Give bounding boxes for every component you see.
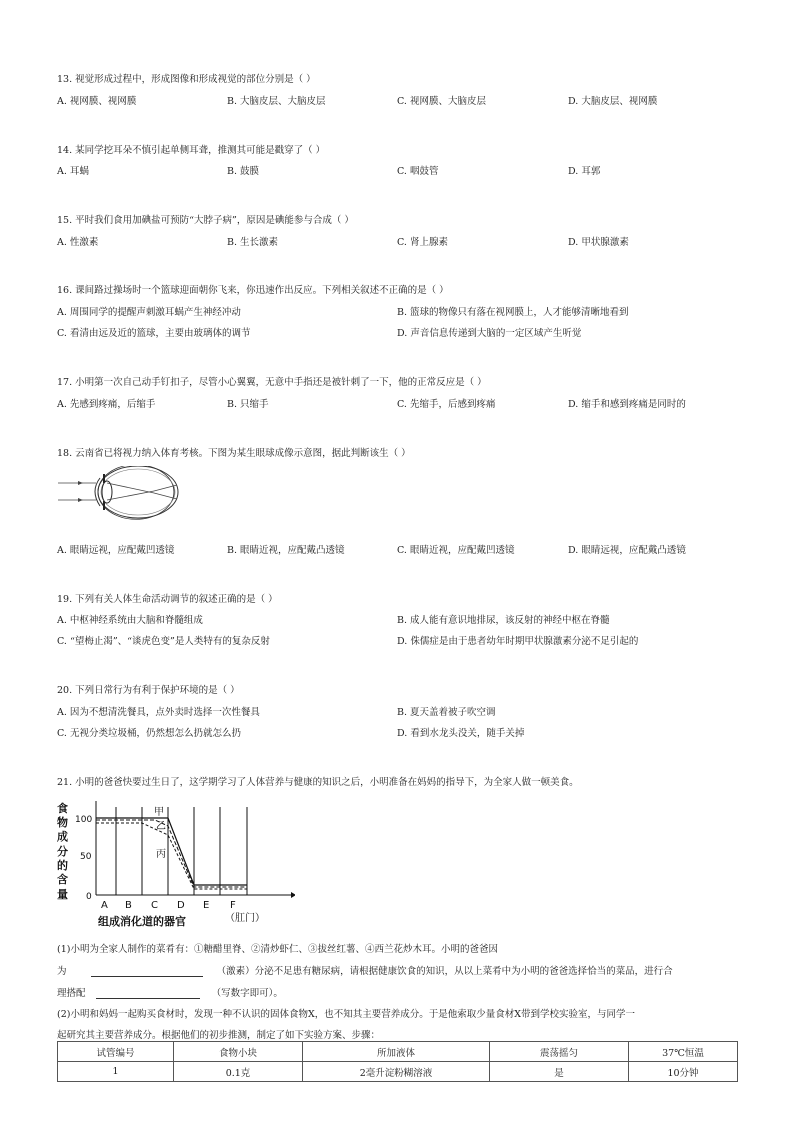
table-cell: 2毫升淀粉糊溶液 [303,1062,490,1082]
question-20-option-a: A. 因为不想清洗餐具，点外卖时选择一次性餐具 [57,707,260,718]
question-15-option-a: A. 性激素 [57,237,99,248]
question-19-option-a: A. 中枢神经系统由大脑和脊髓组成 [57,615,203,626]
q21-part2-line2: 起研究其主要营养成分。根据他们的初步推测，制定了如下实验方案、步骤： [57,1030,381,1041]
question-13-stem: 13. 视觉形成过程中，形成图像和形成视觉的部位分别是（ ） [57,74,316,85]
y-label-char: 含 [57,873,68,886]
table-cell: 是 [490,1062,629,1082]
table-header: 试管编号 [58,1042,174,1062]
question-17-option-d: D. 缩手和感到疼痛是同时的 [568,399,686,410]
table-header: 37℃恒温 [629,1042,738,1062]
question-18-option-c: C. 眼睛近视，应配戴凹透镜 [397,545,515,556]
question-15-stem: 15. 平时我们食用加碘盐可预防“大脖子病”，原因是碘能参与合成（ ） [57,215,354,226]
ray-arrow-upper [78,481,83,485]
y-label-char: 量 [57,888,68,901]
x-tick-label: D [177,900,185,911]
hormone-answer-blank[interactable] [91,967,203,977]
curve-label-yi: 乙 [156,821,166,832]
table-cell: 10分钟 [629,1062,738,1082]
question-13-option-a: A. 视网膜、视网膜 [57,96,137,107]
curve-bing [96,823,247,889]
question-13-option-d: D. 大脑皮层、视网膜 [568,96,658,107]
table-cell: 0.1克 [174,1062,303,1082]
y-tick-label: 0 [86,892,92,902]
q21-part2-line1: (2)小明和妈妈一起购买食材时，发现一种不认识的固体食物X，也不知其主要营养成分。于是他索取少量食材X带到学校实验室，与同学一 [57,1009,635,1020]
question-13-option-c: C. 视网膜、大脑皮层 [397,96,486,107]
y-label-char: 分 [57,845,68,858]
table-header-row [58,1042,738,1062]
y-label-char: 物 [57,816,68,829]
q21-part1-line3-suffix: （写数字即可）。 [211,988,283,999]
question-18-option-a: A. 眼睛远视，应配戴凹透镜 [57,545,175,556]
question-17-stem: 17. 小明第一次自己动手钉扣子，尽管小心翼翼，无意中手指还是被针刺了一下，他的正常反应是（ ） [57,377,487,388]
refracted-ray-lower [107,491,154,500]
question-14-option-d: D. 耳郭 [568,166,601,177]
anus-label: （肛门） [225,913,265,924]
question-16-option-c: C. 看清由远及近的篮球，主要由玻璃体的调节 [57,328,251,339]
question-20-option-c: C. 无视分类垃圾桶，仍然想怎么扔就怎么扔 [57,728,241,739]
y-label-char: 成 [57,830,68,843]
y-tick-label: 100 [75,815,93,825]
y-label-char: 的 [57,859,68,872]
q21-part1-line2 [57,963,673,977]
question-17-option-b: B. 只缩手 [227,399,269,410]
x-tick-label: E [203,900,210,911]
question-16-stem: 16. 课间路过操场时一个篮球迎面朝你飞来，你迅速作出反应。下列相关叙述不正确的是（ ） [57,285,449,296]
table-row [58,1062,738,1082]
curve-jia [96,818,247,885]
question-16-option-b: B. 篮球的物像只有落在视网膜上，人才能够清晰地看到 [397,307,629,318]
table-header: 震荡摇匀 [490,1042,629,1062]
question-14-option-b: B. 鼓膜 [227,166,260,177]
question-18-stem: 18. 云南省已将视力纳入体育考核。下图为某生眼球成像示意图，据此判断该生（ ） [57,448,411,459]
curve-yi [96,820,247,887]
question-14-stem: 14. 某同学挖耳朵不慎引起单侧耳聋，推测其可能是戳穿了（ ） [57,145,326,156]
dish-answer-blank[interactable] [96,989,200,999]
question-15-option-c: C. 肾上腺素 [397,237,448,248]
x-axis-title: 组成消化道的器官 [98,915,186,928]
table-header: 所加液体 [303,1042,490,1062]
question-20-option-b: B. 夏天盖着被子吹空调 [397,707,496,718]
eyeball-diagram [56,466,182,522]
q21-part1-line3-prefix: 理搭配 [57,988,86,999]
x-axis-arrow [291,892,295,898]
y-label-char: 食 [57,802,68,815]
x-tick-label: A [101,900,108,911]
curve-label-jia: 甲 [154,807,164,818]
x-tick-label: C [151,900,158,911]
q21-part1-line1: (1)小明为全家人制作的菜肴有：①糖醋里脊、②清炒虾仁、③拔丝红薯、④西兰花炒木耳。小明的爸爸因 [57,944,498,955]
q21-part1-line2-suffix: （激素）分泌不足患有糖尿病，请根据健康饮食的知识，从以上菜肴中为小明的爸爸选择恰当的菜品，进行合 [216,966,673,977]
experiment-table [57,1041,738,1082]
q21-part1-line3 [57,985,283,999]
question-19-option-d: D. 侏儒症是由于患者幼年时期甲状腺激素分泌不足引起的 [397,636,639,647]
question-18-option-b: B. 眼睛近视，应配戴凸透镜 [227,545,345,556]
x-tick-label: B [125,900,132,911]
question-21-stem: 21. 小明的爸爸快要过生日了，这学期学习了人体营养与健康的知识之后，小明准备在妈妈的指导下，为全家人做一顿美食。 [57,777,579,788]
question-15-option-d: D. 甲状腺激素 [568,237,629,248]
question-18-option-d: D. 眼睛远视，应配戴凸透镜 [568,545,686,556]
question-19-stem: 19. 下列有关人体生命活动调节的叙述正确的是（ ） [57,594,278,605]
question-20-option-d: D. 看到水龙头没关，随手关掉 [397,728,525,739]
question-19-option-c: C. “望梅止渴”、“谈虎色变”是人类特有的复杂反射 [57,636,270,647]
question-14-option-c: C. 咽鼓管 [397,166,439,177]
question-16-option-a: A. 周围同学的提醒声刺激耳蜗产生神经冲动 [57,307,241,318]
digestion-graph [55,799,295,929]
table-cell: 1 [58,1062,174,1082]
question-16-option-d: D. 声音信息传递到大脑的一定区域产生听觉 [397,328,582,339]
question-14-option-a: A. 耳蜗 [57,166,89,177]
refracted-ray-upper [107,483,154,493]
question-19-option-b: B. 成人能有意识地排尿，该反射的神经中枢在脊髓 [397,615,610,626]
question-13-option-b: B. 大脑皮层、大脑皮层 [227,96,326,107]
curve-label-bing: 丙 [156,849,166,860]
question-20-stem: 20. 下列日常行为有利于保护环境的是（ ） [57,685,240,696]
x-tick-label: F [230,900,236,911]
question-17-option-a: A. 先感到疼痛，后缩手 [57,399,156,410]
question-15-option-b: B. 生长激素 [227,237,279,248]
q21-part1-line2-prefix: 为 [57,966,67,977]
y-tick-label: 50 [80,852,92,862]
table-header: 食物小块 [174,1042,303,1062]
question-17-option-c: C. 先缩手，后感到疼痛 [397,399,496,410]
ray-arrow-lower [78,498,83,502]
